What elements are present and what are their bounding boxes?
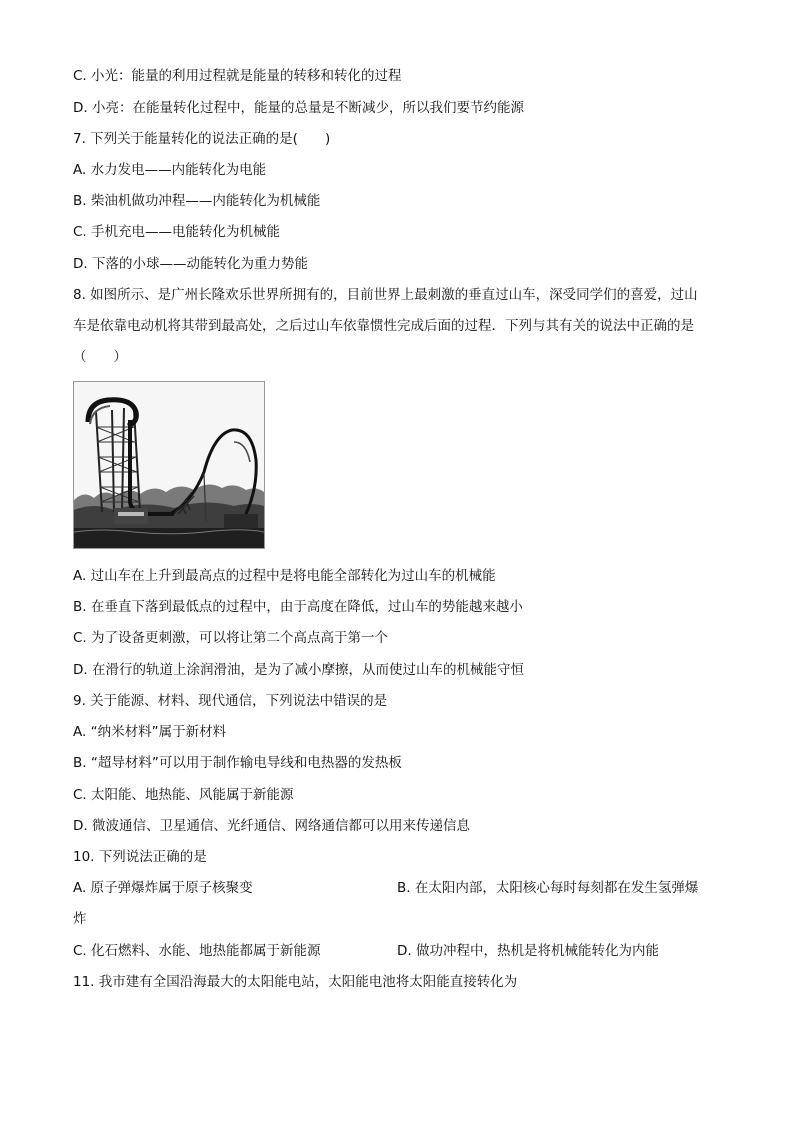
q8-option-b: B. 在垂直下落到最低点的过程中，由于高度在降低，过山车的势能越来越小	[73, 599, 523, 615]
q7-option-d: D. 下落的小球——动能转化为重力势能	[73, 256, 308, 272]
q9-option-a: A. “纳米材料”属于新材料	[73, 724, 227, 740]
q8-option-a: A. 过山车在上升到最高点的过程中是将电能全部转化为过山车的机械能	[73, 568, 496, 584]
q8-option-d: D. 在滑行的轨道上涂润滑油，是为了减小摩擦，从而使过山车的机械能守恒	[73, 662, 524, 678]
q10-option-a: A. 原子弹爆炸属于原子核聚变	[73, 880, 253, 896]
q11-stem: 11. 我市建有全国沿海最大的太阳能电站，太阳能电池将太阳能直接转化为	[73, 974, 518, 990]
q9-option-c: C. 太阳能、地热能、风能属于新能源	[73, 787, 294, 803]
q9-option-b: B. “超导材料”可以用于制作输电导线和电热器的发热板	[73, 755, 402, 771]
q8-stem-line2: 车是依靠电动机将其带到最高处，之后过山车依靠惯性完成后面的过程．下列与其有关的说法中正确的是	[73, 318, 694, 334]
roller-coaster-photo	[73, 381, 265, 549]
q8-stem-paren: （ ）	[73, 349, 127, 365]
q9-stem: 9. 关于能源、材料、现代通信，下列说法中错误的是	[73, 693, 388, 709]
q10-option-c: C. 化石燃料、水能、地热能都属于新能源	[73, 943, 321, 959]
q8-option-c: C. 为了设备更刺激，可以将让第二个高点高于第一个	[73, 630, 389, 646]
q7-option-b: B. 柴油机做功冲程——内能转化为机械能	[73, 193, 321, 209]
q6-option-d: D. 小亮：在能量转化过程中，能量的总量是不断减少，所以我们要节约能源	[73, 100, 524, 116]
q10-option-b-cont: 炸	[73, 911, 87, 927]
q7-stem: 7. 下列关于能量转化的说法正确的是( )	[73, 131, 331, 147]
q9-option-d: D. 微波通信、卫星通信、光纤通信、网络通信都可以用来传递信息	[73, 818, 470, 834]
q7-option-a: A. 水力发电——内能转化为电能	[73, 162, 267, 178]
q10-option-b: B. 在太阳内部，太阳核心每时每刻都在发生氢弹爆	[397, 880, 699, 896]
q6-option-c: C. 小光：能量的利用过程就是能量的转移和转化的过程	[73, 68, 402, 84]
q8-stem-line1: 8. 如图所示、是广州长隆欢乐世界所拥有的，目前世界上最刺激的垂直过山车，深受同学们的喜爱，过山	[73, 287, 698, 303]
q7-option-c: C. 手机充电——电能转化为机械能	[73, 224, 281, 240]
q10-option-d: D. 做功冲程中，热机是将机械能转化为内能	[397, 943, 659, 959]
q10-stem: 10. 下列说法正确的是	[73, 849, 207, 865]
